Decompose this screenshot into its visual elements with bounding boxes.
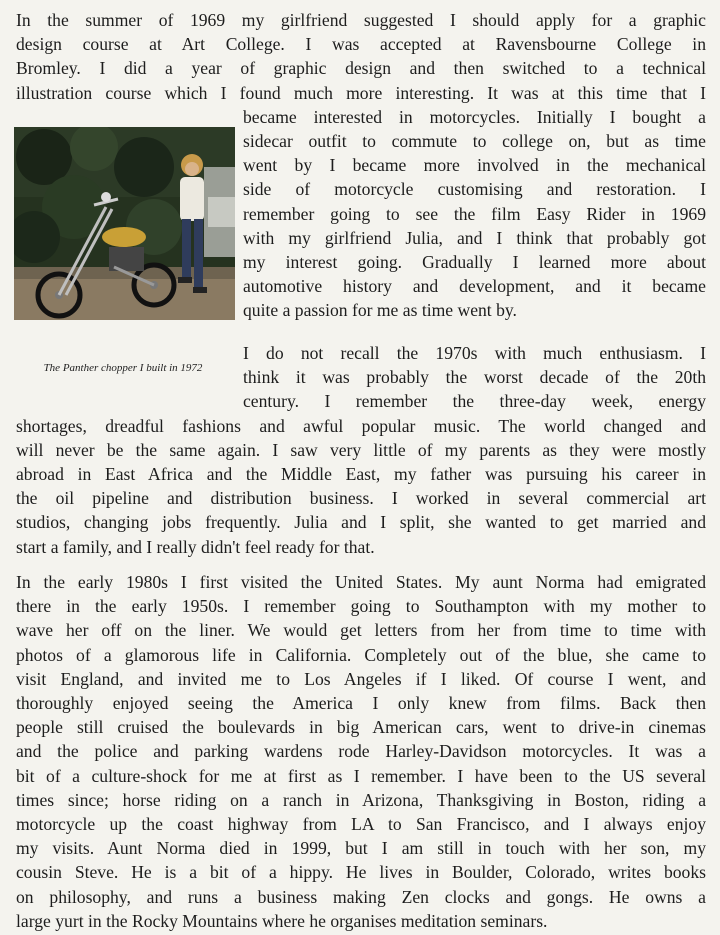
text-line: and the police and parking wardens rode Harley-Davidson motorcycles. It was a [16,741,706,762]
photo-illustration [14,127,235,320]
text-line: In the summer of 1969 my girlfriend suggested I should apply for a graphic [16,10,706,30]
text-line: quite a passion for me as time went by. [243,300,517,321]
text-line: my visits. Aunt Norma died in 1999, but I am still in touch with her son, my [16,838,706,859]
text-line: times since; horse riding on a ranch in Arizona, Thanksgiving in Boston, riding a [16,789,706,810]
text-line: photos of a glamorous life in California. Completely out of the blue, she came to [16,644,706,665]
text-line: went by I became more involved in the mechanical [243,155,706,176]
text-line: there in the early 1950s. I remember going to Southampton with my mother to [16,596,706,617]
text-line: with my girlfriend Julia, and I think that probably got [243,227,706,248]
text-line: sidecar outfit to commute to college on, but as time [243,131,706,152]
paragraph-3 [16,570,706,933]
text-line: start a family, and I really didn't feel ready for that. [16,536,375,557]
text-line: thoroughly enjoyed seeing the America I only knew from films. Back then [16,693,706,714]
text-line: large yurt in the Rocky Mountains where he organises meditation seminars. [16,910,548,931]
text-line: think it was probably the worst decade of the 20th [243,367,706,388]
paragraph-2 [16,341,706,559]
text-line: my interest going. Gradually I learned more about [243,252,706,273]
text-line: shortages, dreadful fashions and awful popular music. The world changed and [16,415,706,436]
text-line: the oil pipeline and distribution business. I worked in several commercial art [16,488,706,509]
text-line: remember going to see the film Easy Rider in 1969 [243,203,706,224]
text-line: Bromley. I did a year of graphic design and then switched to a technical [16,58,706,79]
text-line: automotive history and development, and it became [243,276,706,297]
text-line: visit England, and invited me to Los Angeles if I liked. Of course I went, and [16,668,706,689]
text-line: In the early 1980s I first visited the United States. My aunt Norma had emigrated [16,572,706,592]
photo-caption: The Panther chopper I built in 1972 [43,362,203,374]
text-line: side of motorcycle customising and restoration. I [243,179,706,200]
text-line: studios, changing jobs frequently. Julia and I split, she wanted to get married and [16,512,706,533]
text-line: illustration course which I found much more interesting. It was at this time that I [16,82,706,103]
text-line: cousin Steve. He is a bit of a hippy. He lives in Boulder, Colorado, writes books [16,862,706,883]
text-line: people still cruised the boulevards in big American cars, went to drive-in cinemas [16,717,706,738]
motorcycle-photo [14,127,235,320]
text-line: will never be the same again. I saw very little of my parents as they were mostly [16,439,706,460]
text-line: motorcycle up the coast highway from LA to San Francisco, and I always enjoy [16,814,706,835]
text-line: bit of a culture-shock for me at first as I remember. I have been to the US several [16,765,706,786]
text-line: wave her off on the liner. We would get letters from her from time to time with [16,620,706,641]
text-line: design course at Art College. I was accepted at Ravensbourne College in [16,34,706,55]
text-line: on philosophy, and runs a business making Zen clocks and gongs. He owns a [16,886,706,907]
text-line: became interested in motorcycles. Initially I bought a [243,106,706,127]
text-line: century. I remember the three-day week, energy [243,391,706,412]
text-line: abroad in East Africa and the Middle East, my father was pursuing his career in [16,464,706,485]
text-line: I do not recall the 1970s with much enthusiasm. I [243,343,706,363]
